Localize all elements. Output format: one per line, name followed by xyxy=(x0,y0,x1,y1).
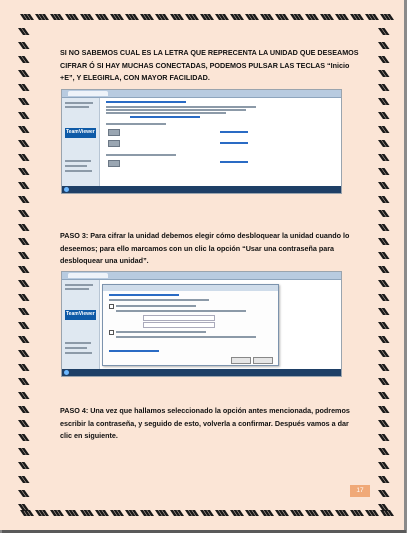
cancel-button xyxy=(253,357,273,364)
left-panel xyxy=(62,280,100,369)
page-number: 17 xyxy=(350,485,370,497)
bitlocker-content xyxy=(100,98,341,186)
browser-toolbar xyxy=(62,90,341,98)
paragraph-1: SI NO SABEMOS CUAL ES LA LETRA QUE REPRECENTA LA UNIDAD QUE DESEAMOS CIFRAR Ó SI HAY MUCHAS CONECTADAS, PODEMOS PULSAR LAS TECLAS “Inicio +E”, Y ELEGIRLA, CON MAYOR FACILIDAD. xyxy=(60,48,359,82)
password-input xyxy=(143,315,215,321)
confirm-password-input xyxy=(143,322,215,328)
teamviewer-label: TeamViewer xyxy=(66,311,95,317)
password-checkbox xyxy=(109,304,114,309)
start-orb-icon xyxy=(64,187,69,192)
paragraph-2: PASO 3: Para cifrar la unidad debemos elegir cómo desbloquear la unidad cuando lo deseemos; para ello marcamos con un clic la opción “Usar una contraseña para desbloquear una unidad”. xyxy=(60,231,350,265)
start-orb-icon xyxy=(64,370,69,375)
smartcard-checkbox xyxy=(109,330,114,335)
windows-taskbar xyxy=(62,369,341,376)
bitlocker-dialog xyxy=(102,284,279,366)
teamviewer-label: TeamViewer xyxy=(66,129,95,135)
next-button xyxy=(231,357,251,364)
left-panel xyxy=(62,98,100,186)
screenshot-bitlocker-drives xyxy=(61,89,342,194)
screenshot-unlock-options xyxy=(61,271,342,377)
paragraph-3: PASO 4: Una vez que hallamos seleccionado la opción antes mencionada, podremos escribir la contraseña, y seguido de esto, volverla a confirmar. Después vamos a dar clic en siguiente. xyxy=(60,406,350,440)
windows-taskbar xyxy=(62,186,341,193)
browser-toolbar xyxy=(62,272,341,280)
